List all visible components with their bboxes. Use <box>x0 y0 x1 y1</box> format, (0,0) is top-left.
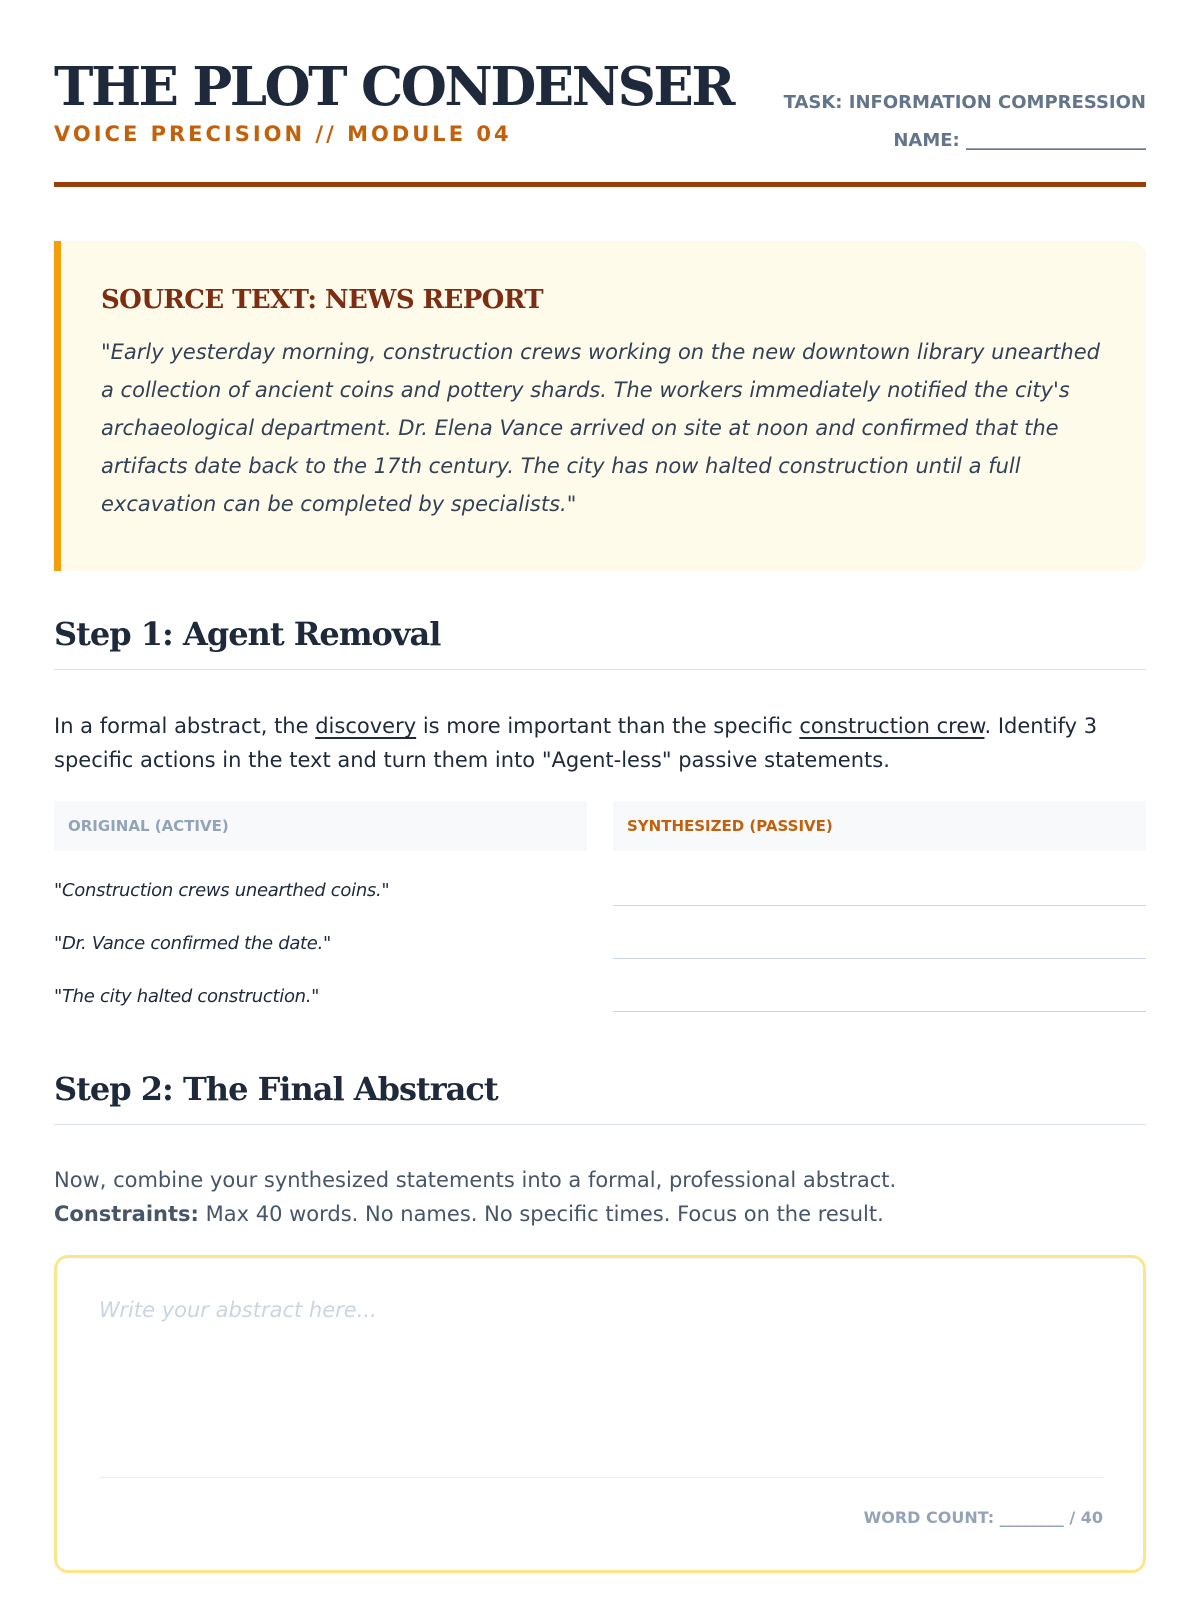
worksheet-page <box>54 0 1146 1600</box>
constraints-label: Constraints: <box>54 1202 199 1226</box>
abstract-placeholder[interactable]: Write your abstract here... <box>99 1298 377 1322</box>
step2-constraints-line <box>54 1197 1146 1231</box>
step1-title: Step 1: Agent Removal <box>54 615 441 653</box>
constraints-text: Max 40 words. No names. No specific times. Focus on the result. <box>198 1202 884 1226</box>
answer-line-3[interactable] <box>613 1011 1146 1012</box>
step1-intro-1: In a formal abstract, the <box>54 714 316 738</box>
step2-divider <box>54 1124 1146 1125</box>
page-title: THE PLOT CONDENSER <box>54 56 733 118</box>
source-body: "Early yesterday morning, construction crews working on the new downtown library unearthed a collection of ancient coins and pottery shards. The workers immediately notified the city's archaeological department. Dr. Elena Vance arrived on site at noon and confirmed that the artifacts date back to the 17th century. The city has now halted construction until a full excavation can be completed by specialists." <box>101 340 1100 516</box>
answer-line-1[interactable] <box>613 905 1146 906</box>
keyword-construction-crew: construction crew <box>799 714 985 738</box>
original-sentence-2: "Dr. Vance confirmed the date." <box>54 933 331 954</box>
abstract-box[interactable] <box>54 1255 1146 1573</box>
step2-instruction-line: Now, combine your synthesized statements into a formal, professional abstract. <box>54 1168 897 1192</box>
step1-intro-3: . Identify 3 specific actions in the text and turn them into "Agent-less" passive statements. <box>54 714 1098 772</box>
column-header-original: ORIGINAL (ACTIVE) <box>54 801 587 851</box>
source-text-box <box>54 241 1146 571</box>
step2-title: Step 2: The Final Abstract <box>54 1070 498 1108</box>
header <box>54 56 1146 186</box>
header-meta <box>784 92 1146 151</box>
column-header-synthesized: SYNTHESIZED (PASSIVE) <box>613 801 1146 851</box>
step1-divider <box>54 669 1146 670</box>
answer-line-2[interactable] <box>613 958 1146 959</box>
word-count-field: WORD COUNT: ________ / 40 <box>863 1508 1103 1527</box>
module-subtitle: VOICE PRECISION // MODULE 04 <box>54 122 512 146</box>
step1-intro-2: is more important than the specific <box>416 714 800 738</box>
original-sentence-1: "Construction crews unearthed coins." <box>54 880 390 901</box>
header-divider <box>54 182 1146 187</box>
step2-instructions <box>54 1163 1146 1231</box>
abstract-divider <box>99 1477 1103 1478</box>
step1-instructions <box>54 709 1146 777</box>
task-label: TASK: INFORMATION COMPRESSION <box>783 92 1146 113</box>
original-sentence-3: "The city halted construction." <box>54 986 320 1007</box>
name-field[interactable]: NAME: ____________________ <box>893 130 1146 151</box>
source-heading: SOURCE TEXT: NEWS REPORT <box>101 285 544 315</box>
keyword-discovery: discovery <box>315 714 417 738</box>
